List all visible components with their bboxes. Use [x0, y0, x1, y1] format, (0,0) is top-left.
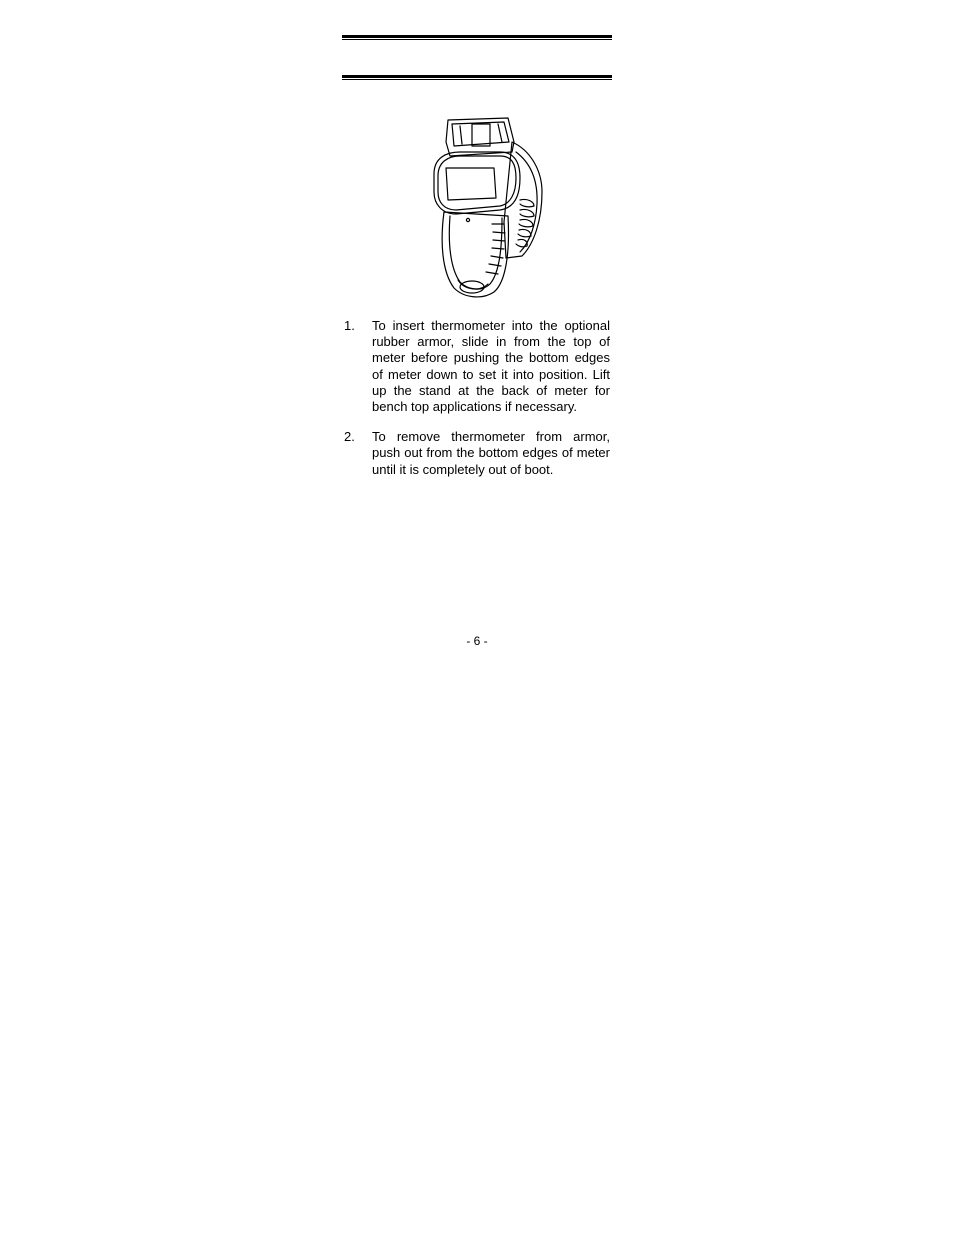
header-rule-top — [342, 35, 612, 40]
thermometer-armor-illustration — [420, 112, 560, 304]
step-text: To remove thermometer from armor, push out from the bottom edges of meter until it is completely out of boot. — [372, 429, 610, 477]
list-item — [342, 318, 610, 415]
step-text: To insert thermometer into the optional rubber armor, slide in from the top of meter before pushing the bottom edges of meter down to set it into position. Lift up the stand at the back of meter for bench top applications if necessary. — [372, 318, 610, 415]
page-number: - 6 - — [466, 634, 488, 648]
list-item — [342, 429, 610, 478]
step-number: 1. — [344, 318, 355, 333]
instruction-list — [342, 318, 610, 492]
header-rule-bottom — [342, 75, 612, 80]
step-number: 2. — [344, 429, 355, 445]
